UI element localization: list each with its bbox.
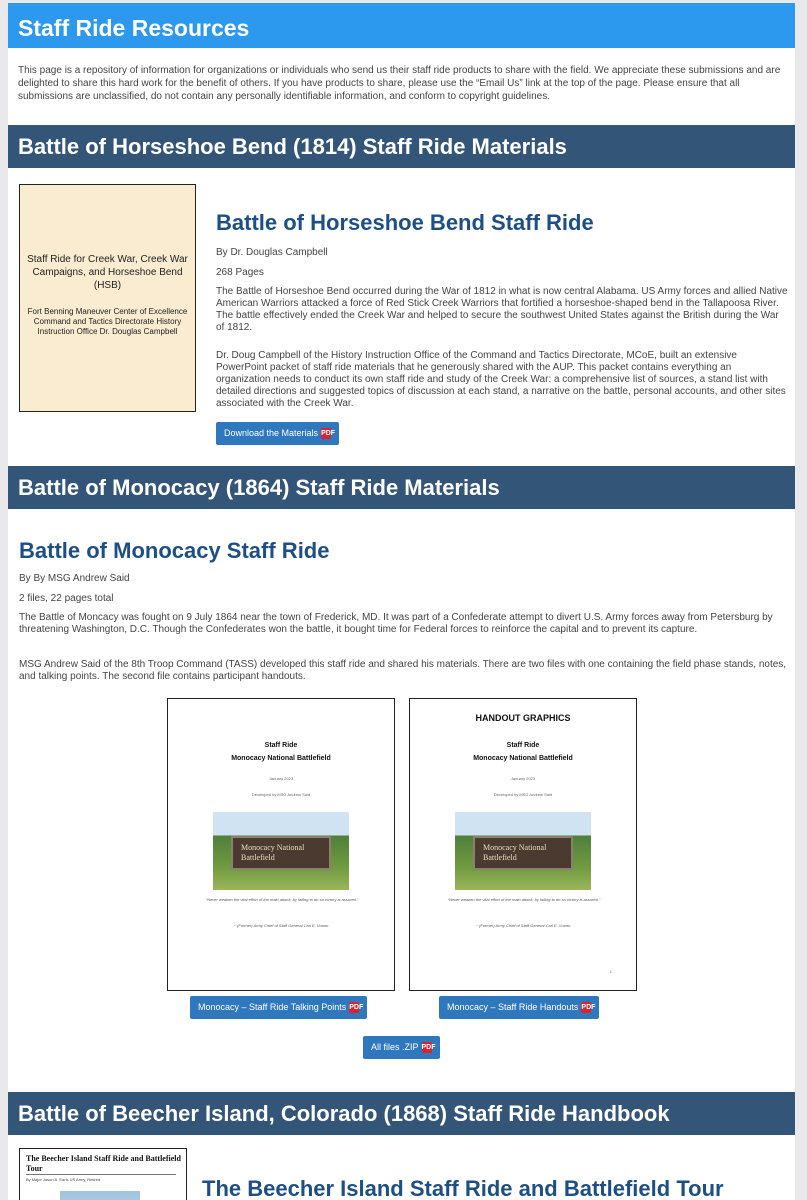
horseshoe-bend-author: By Dr. Douglas Campbell [216, 247, 328, 258]
battlefield-sign-photo [213, 812, 349, 890]
monocacy-author: By By MSG Andrew Said [19, 573, 130, 584]
monocacy-description-2: MSG Andrew Said of the 8th Troop Command (TASS) developed this staff ride and shared his materials. There are two files with one containing the field phase stands, notes, and talking points. The second file contains participant handouts. [19, 659, 787, 682]
battlefield-sign-photo [455, 812, 591, 890]
pdf-icon: PDF [581, 1004, 596, 1012]
battlefield-sign: Monocacy National Battlefield [231, 836, 331, 870]
doc-quote: “Never weaken the vital effort of the main attack; by failing to do so victory is assured.” [447, 897, 601, 902]
doc-line-battlefield: Monocacy National Battlefield [231, 755, 331, 762]
horseshoe-bend-description-2: Dr. Doug Campbell of the History Instruction Office of the Command and Tactics Directorate, MCoE, built an extensive PowerPoint packet of staff ride materials that he generously shared with the AUP. This packet contains everything an organization needs to conduct its own staff ride and study of the Creek War: a comprehensive list of sources, a stand list with detailed directions and suggested topics of discussion at each stand, a narrative on the battle, personal accounts, and other sites associated with the Creek War. [216, 350, 786, 409]
cover-photo [60, 1191, 140, 1200]
doc-date: January 2023 [510, 776, 536, 781]
doc-quote: “Never weaken the vital effort of the main attack; by failing to do so victory is assured.” [205, 897, 359, 902]
monocacy-title: Battle of Monocacy Staff Ride [19, 538, 330, 563]
doc-page-number: 1 [609, 969, 612, 974]
all-files-zip-button[interactable] [363, 1036, 440, 1059]
doc-developer: Developed by MSG Andrew Said [251, 792, 311, 797]
horseshoe-bend-cover-image [19, 184, 196, 412]
doc-header: HANDOUT GRAPHICS [475, 713, 571, 723]
pdf-icon: PDF [421, 1044, 436, 1052]
beecher-cover-author: By Major Jason A. Earls US Army, Retired [26, 1177, 101, 1182]
doc-line-staff-ride: Staff Ride [506, 742, 540, 749]
section-heading-horseshoe-bend: Battle of Horseshoe Bend (1814) Staff Ride Materials [8, 125, 795, 168]
talking-points-label: Monocacy – Staff Ride Talking Points [198, 1002, 347, 1012]
doc-developer: Developed by MSG Andrew Said [493, 792, 553, 797]
doc-date: January 2023 [268, 776, 294, 781]
horseshoe-bend-title: Battle of Horseshoe Bend Staff Ride [216, 210, 594, 235]
beecher-cover-title: The Beecher Island Staff Ride and Battlefield Tour [26, 1154, 181, 1173]
pdf-icon: PDF [349, 1004, 364, 1012]
download-materials-label: Download the Materials [224, 428, 319, 438]
doc-attribution: ~ (Former) Army Chief of Staff General Carl E. Vuono [475, 923, 571, 928]
doc-line-staff-ride: Staff Ride [264, 742, 298, 749]
cover-rule [26, 1174, 176, 1175]
cover-org: Fort Benning Maneuver Center of Excellence Command and Tactics Directorate History Instruction Office Dr. Douglas Campbell [27, 307, 188, 336]
all-files-zip-label: All files .ZIP [371, 1042, 419, 1052]
battlefield-sign: Monocacy National Battlefield [473, 836, 573, 870]
beecher-island-title: The Beecher Island Staff Ride and Battlefield Tour [202, 1176, 724, 1200]
page-banner [8, 3, 795, 48]
handouts-download-button[interactable] [439, 996, 599, 1019]
handouts-label: Monocacy – Staff Ride Handouts [447, 1002, 579, 1012]
horseshoe-bend-description-1: The Battle of Horseshoe Bend occurred during the War of 1812 in what is now central Alabama. US Army forces and allied Native American Warriors attacked a force of Red Stick Creek Warriors that fortified a horseshoe-shaped bend in the Tallapoosa River. The battle effectively ended the Creek War and helped to secure the southwest United States against the British during the War of 1812. [216, 286, 788, 333]
horseshoe-bend-pages: 268 Pages [216, 267, 264, 278]
intro-text: This page is a repository of information for organizations or individuals who send us their staff ride products to share with the field. We appreciate these submissions and are delighted to share this hard work for the benefit of others. If you have products to share, please use the “Email Us” link at the top of the page. Please ensure that all submissions are unclassified, do not contain any personally identifiable information, and conform to copyright guidelines. [18, 65, 781, 102]
section-heading-beecher-island: Battle of Beecher Island, Colorado (1868) Staff Ride Handbook [8, 1092, 795, 1135]
doc-line-battlefield: Monocacy National Battlefield [473, 755, 573, 762]
handouts-thumbnail[interactable] [409, 698, 637, 991]
beecher-island-cover-image [19, 1148, 187, 1200]
page [8, 3, 795, 1200]
section-heading-monocacy: Battle of Monocacy (1864) Staff Ride Materials [8, 466, 795, 509]
monocacy-pages: 2 files, 22 pages total [19, 593, 114, 604]
talking-points-thumbnail[interactable] [167, 698, 395, 991]
cover-title: Staff Ride for Creek War, Creek War Campaigns, and Horseshoe Bend (HSB) [27, 254, 188, 291]
pdf-icon: PDF [321, 430, 336, 438]
monocacy-description-1: The Battle of Moncacy was fought on 9 July 1864 near the town of Frederick, MD. It was part of a Confederate attempt to divert U.S. Army forces away from Petersburg by threatening Washington, D.C. Though the Confederates won the battle, it bought time for Federal forces to reinforce the capital and to prevent its capture. [19, 612, 773, 635]
download-materials-button[interactable] [216, 422, 339, 445]
talking-points-download-button[interactable] [190, 996, 367, 1019]
doc-attribution: ~ (Former) Army Chief of Staff General Carl E. Vuono [233, 923, 329, 928]
page-title: Staff Ride Resources [18, 15, 250, 41]
